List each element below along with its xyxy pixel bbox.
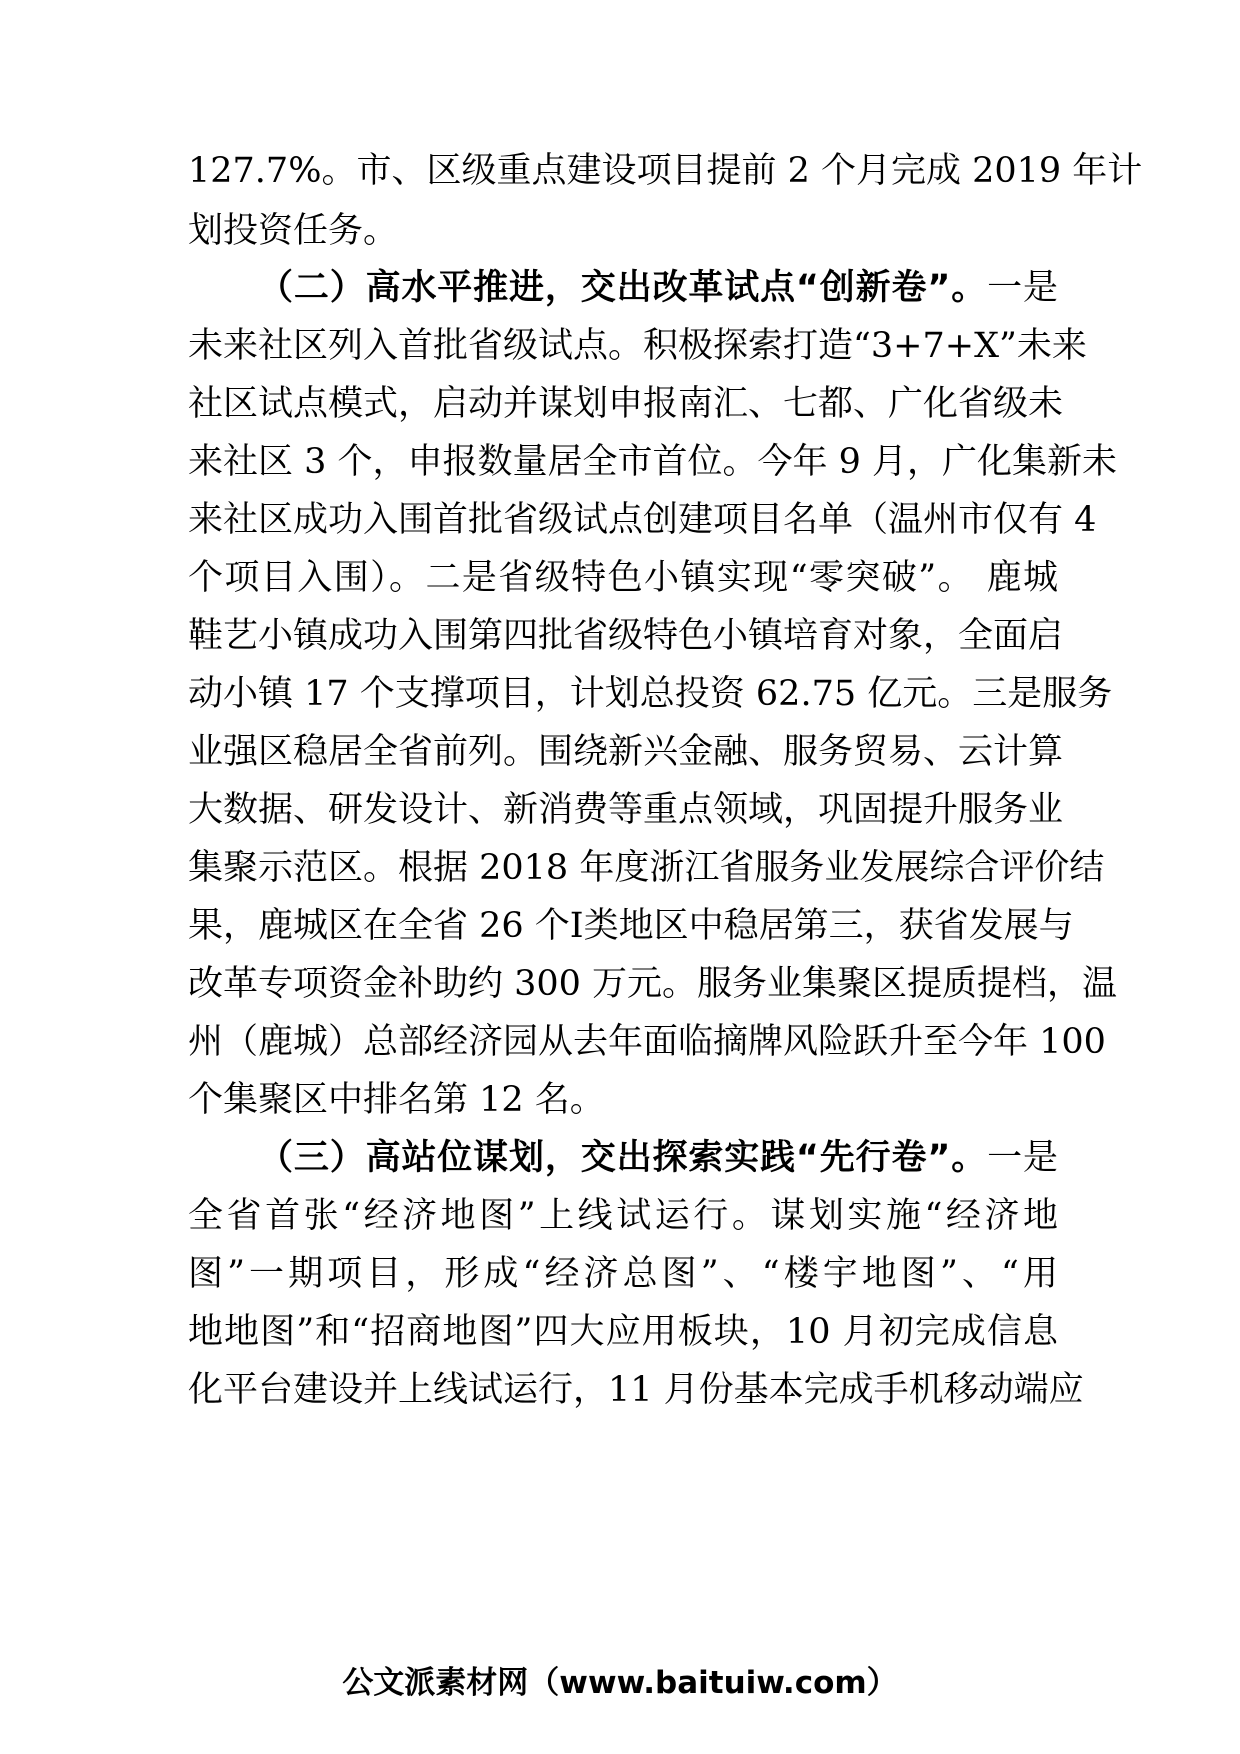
section-heading-3 (258, 1128, 1058, 1188)
page-footer: 公文派素材网（www.baituiw.com） (342, 1665, 898, 1701)
section-heading-2 (258, 258, 1058, 318)
text-line: 划投资任务。 (188, 211, 399, 251)
text-line: 业强区稳居全省前列。围绕新兴金融、服务贸易、云计算 (188, 732, 1064, 772)
text-line: 来社区 3 个，申报数量居全市首位。今年 9 月，广化集新未 (188, 442, 1118, 482)
text-line: 果，鹿城区在全省 26 个Ⅰ类地区中稳居第三，获省发展与 (188, 906, 1074, 946)
text-line: 动小镇 17 个支撑项目，计划总投资 62.75 亿元。三是服务 (188, 674, 1113, 714)
text-line: 来社区成功入围首批省级试点创建项目名单（温州市仅有 4 (188, 500, 1097, 540)
text-line: 鞋艺小镇成功入围第四批省级特色小镇培育对象，全面启 (188, 616, 1064, 656)
text-line: 社区试点模式，启动并谋划申报南汇、七都、广化省级未 (188, 384, 1064, 424)
text-line: 化平台建设并上线试运行，11 月份基本完成手机移动端应 (188, 1370, 1084, 1410)
text-line: 集聚示范区。根据 2018 年度浙江省服务业发展综合评价结 (188, 848, 1105, 888)
text-line: 127.7%。市、区级重点建设项目提前 2 个月完成 2019 年计 (188, 151, 1143, 191)
text-line: 大数据、研发设计、新消费等重点领域，巩固提升服务业 (188, 790, 1064, 830)
text-line: 个项目入围）。二是省级特色小镇实现“零突破”。 鹿城 (188, 558, 1058, 598)
heading-rest-text: 一是 (987, 1138, 1058, 1178)
text-line: 图”一期项目，形成“经济总图”、“楼宇地图”、“用 (188, 1254, 1058, 1294)
heading-bold-text: （三）高站位谋划，交出探索实践“先行卷”。 (258, 1138, 988, 1178)
heading-bold-text: （二）高水平推进，交出改革试点“创新卷”。 (258, 268, 988, 308)
text-line: 个集聚区中排名第 12 名。 (188, 1080, 605, 1120)
text-line: 州（鹿城）总部经济园从去年面临摘牌风险跃升至今年 100 (188, 1022, 1106, 1062)
heading-rest-text: 一是 (987, 268, 1058, 308)
text-line: 全省首张“经济地图”上线试运行。谋划实施“经济地 (188, 1196, 1058, 1236)
text-line: 未来社区列入首批省级试点。积极探索打造“3+7+X”未来 (188, 326, 1087, 366)
text-line: 地地图”和“招商地图”四大应用板块，10 月初完成信息 (188, 1312, 1058, 1352)
text-line: 改革专项资金补助约 300 万元。服务业集聚区提质提档，温 (188, 964, 1118, 1004)
